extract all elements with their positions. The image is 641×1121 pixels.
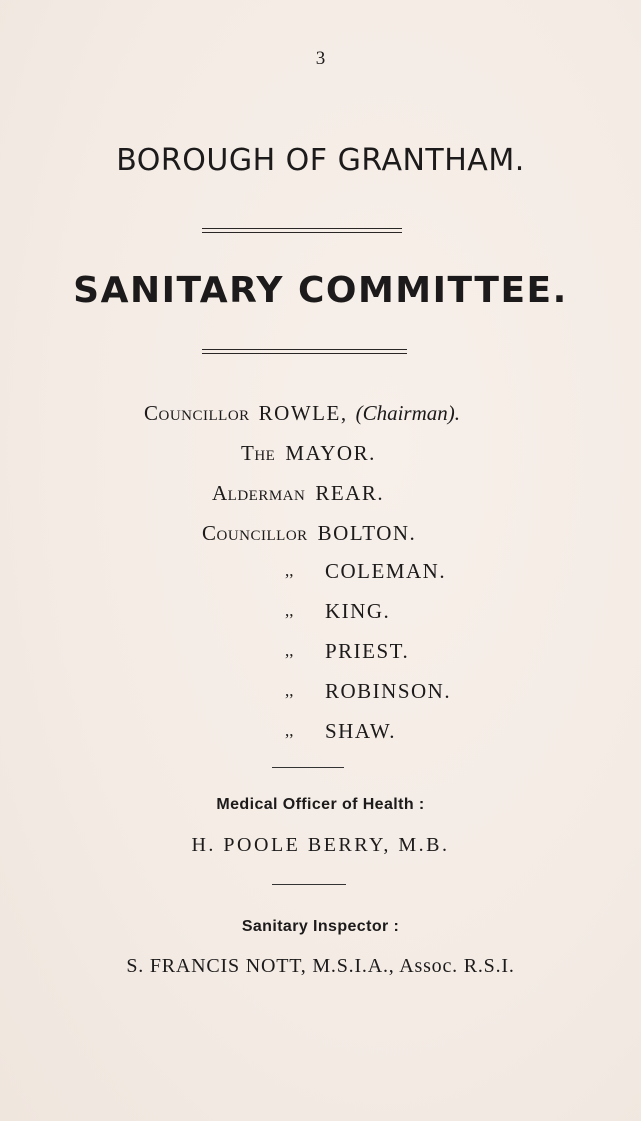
ditto-mark: ,,	[285, 681, 294, 700]
committee-title: SANITARY COMMITTEE.	[73, 270, 568, 311]
member-row-chairman	[144, 401, 460, 426]
member-row-shaw	[285, 721, 294, 741]
member-name: SHAW.	[325, 719, 396, 743]
ditto-mark: ,,	[285, 561, 294, 580]
member-name: COLEMAN.	[325, 559, 447, 583]
member-role: Councillor	[202, 521, 308, 545]
member-row-robinson	[285, 681, 294, 701]
section-divider	[272, 884, 346, 885]
borough-title: BOROUGH OF GRANTHAM.	[116, 143, 525, 178]
ditto-mark: ,,	[285, 721, 294, 740]
ditto-mark: ,,	[285, 641, 294, 660]
title-divider-bottom	[202, 349, 407, 354]
title-divider-top	[202, 228, 402, 233]
sanitary-inspector-name: S. FRANCIS NOTT, M.S.I.A., Assoc. R.S.I.	[126, 955, 515, 977]
member-name: BOLTON.	[317, 521, 417, 545]
member-row-king	[285, 601, 294, 621]
member-name: ROWLE,	[258, 401, 348, 425]
member-note: (Chairman).	[355, 401, 460, 425]
member-name: KING.	[325, 599, 391, 623]
member-name: ROBINSON.	[325, 679, 452, 703]
section-divider	[272, 767, 344, 768]
member-name: REAR.	[315, 481, 385, 505]
medical-officer-name: H. POOLE BERRY, M.B.	[191, 834, 450, 856]
medical-officer-heading: Medical Officer of Health :	[216, 796, 425, 813]
member-row-bolton	[202, 521, 416, 546]
sanitary-inspector-heading: Sanitary Inspector :	[241, 918, 400, 935]
member-row-mayor	[241, 441, 376, 466]
member-row-coleman	[285, 561, 294, 581]
page-number: 3	[315, 48, 326, 69]
member-name: MAYOR.	[285, 441, 376, 465]
member-role: Alderman	[212, 481, 306, 505]
member-row-priest	[285, 641, 294, 661]
member-row-alderman	[212, 481, 384, 506]
member-role: Councillor	[144, 401, 250, 425]
member-name: PRIEST.	[325, 639, 410, 663]
member-role: The	[241, 441, 276, 465]
ditto-mark: ,,	[285, 601, 294, 620]
